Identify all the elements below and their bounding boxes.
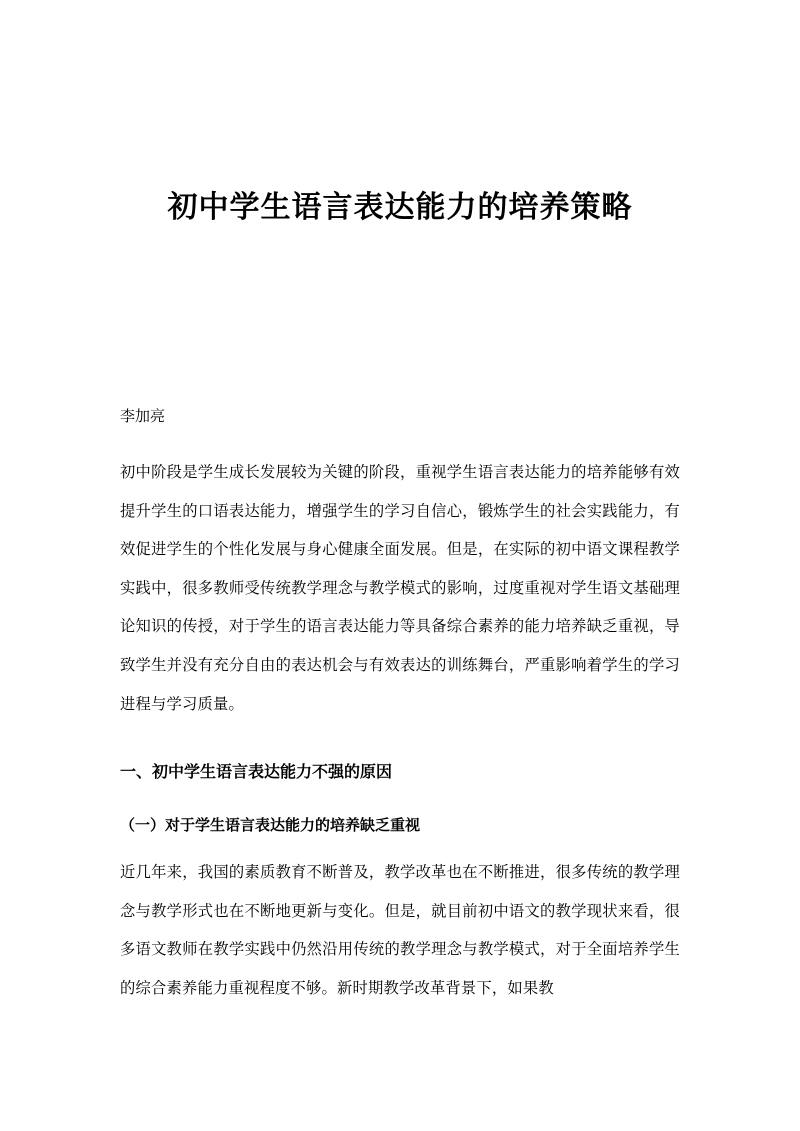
section-heading: 一、初中学生语言表达能力不强的原因 xyxy=(120,762,393,781)
document-title: 初中学生语言表达能力的培养策略 xyxy=(167,190,633,225)
subsection-paragraph: 近几年来，我国的素质教育不断普及，教学改革也在不断推进，很多传统的教学理念与教学形式也在不断地更新与变化。但是，就目前初中语文的教学现状来看，很多语文教师在教学实践中仍然沿用传统的教学理念与教学模式，对于全面培养学生的综合素养能力重视程度不够。新时期教学改革背景下，如果教 xyxy=(120,863,680,997)
author-name: 李加亮 xyxy=(120,407,166,425)
subsection-heading: （一）对于学生语言表达能力的培养缺乏重视 xyxy=(120,816,421,834)
intro-paragraph: 初中阶段是学生成长发展较为关键的阶段，重视学生语言表达能力的培养能够有效提升学生的口语表达能力，增强学生的学习自信心，锻炼学生的社会实践能力，有效促进学生的个性化发展与身心健康全面发展。但是，在实际的初中语文课程教学实践中，很多教师受传统教学理念与教学模式的影响，过度重视对学生语文基础理论知识的传授，对于学生的语言表达能力等具备综合素养的能力培养缺乏重视，导致学生并没有充分自由的表达机会与有效表达的训练舞台，严重影响着学生的学习进程与学习质量。 xyxy=(120,463,680,713)
